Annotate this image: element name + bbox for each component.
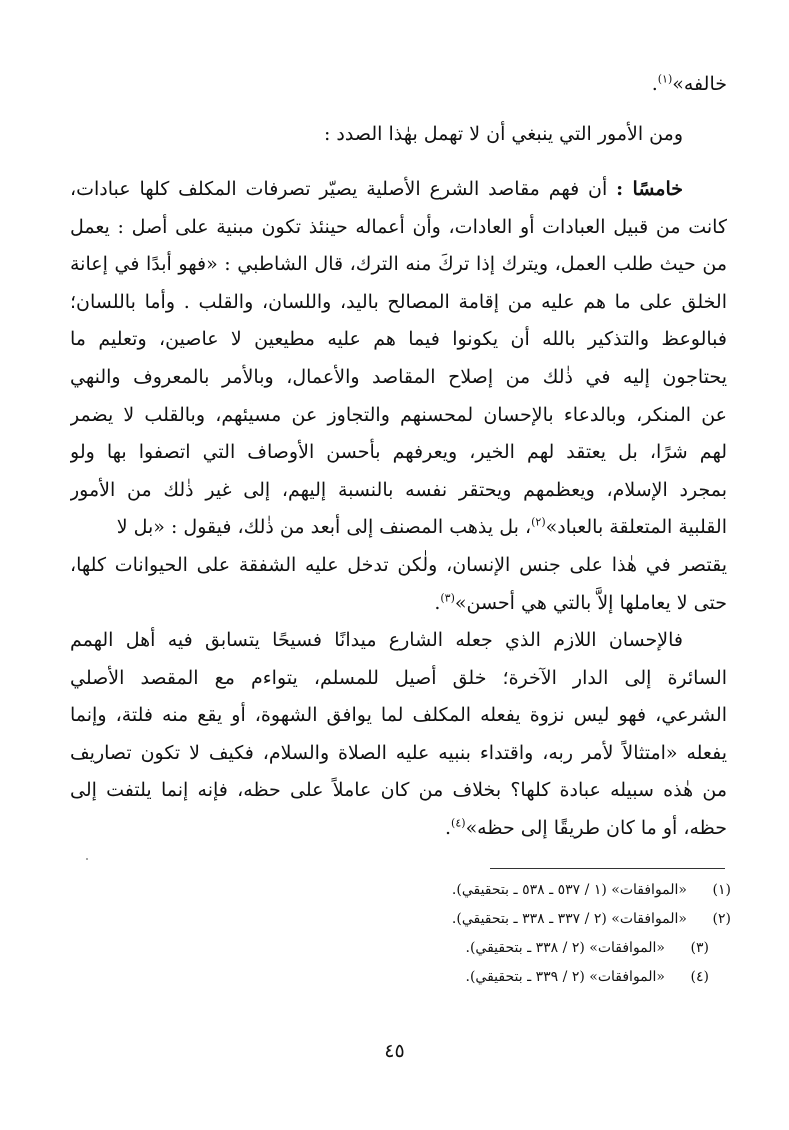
paragraph-1-line-8: لهم شرًا، بل يعتقد لهم الخير، ويعرفهم بأحسن الأوصاف التي اتصفوا بها ولو [70, 441, 727, 464]
footnote-ref-2: (٢) [531, 516, 546, 530]
footnote-2 [200, 905, 731, 934]
top-line-text: خالفه» [672, 73, 727, 95]
paragraph-1-line-12-b: . [434, 591, 441, 614]
footnote-divider [490, 868, 725, 869]
paragraph-1-line-9: بمجرد الإسلام، ويعظمهم ويحتقر نفسه بالنسبة إليهم، إلى غير ذٰلك من الأمور [70, 478, 727, 501]
footnote-1-text: «الموافقات» (١ / ٥٣٧ ـ ٥٣٨ ـ بتحقيقي). [451, 882, 687, 898]
paragraph-1-line-11: يقتصر في هٰذا على جنس الإنسان، ولٰكن تدخل عليه الشفقة على الحيوانات كلها، [70, 553, 727, 576]
paragraph-1-lead: خامسًا : [616, 178, 683, 200]
paragraph-2-line-3: الشرعي، فهو ليس نزوة يفعله المكلف لما يوافق الشهوة، أو يقع منه فلتة، وإنما [70, 704, 727, 727]
scan-speck [86, 858, 88, 860]
footnote-2-number: (٢) [712, 911, 731, 927]
footnote-4 [200, 963, 731, 992]
footnote-3-number: (٣) [690, 940, 709, 956]
paragraph-2-line-2: السائرة إلى الدار الآخرة؛ خلق أصيل للمسلم، يتواءم مع المقصد الأصلي [70, 666, 727, 689]
paragraph-2-line-4: يفعله «امتثالاً لأمر ربه، واقتداء بنبيه عليه الصلاة والسلام، فكيف لا تكون تصاريف [70, 741, 727, 764]
intro-block [70, 116, 727, 154]
paragraph-2-line-5: من هٰذه سبيله عبادة كلها؟ بخلاف من كان عاملاً على حظه، فإنه إنما يلتفت إلى [70, 779, 727, 802]
paragraph-2-line-6 [70, 810, 727, 848]
paragraph-1-line-7: عن المنكر، وبالدعاء بالإحسان لمحسنهم والتجاوز عن مسيئهم، وبالقلب لا يضمر [70, 403, 727, 426]
paragraph-1 [70, 171, 727, 622]
paragraph-1-line-1-text: أن فهم مقاصد الشرع الأصلية يصيّر تصرفات المكلف كلها عبادات، [70, 178, 608, 200]
top-line [70, 66, 727, 104]
paragraph-1-line-10 [70, 509, 727, 547]
footnote-4-text: «الموافقات» (٢ / ٣٣٩ ـ بتحقيقي). [465, 969, 665, 985]
paragraph-1-line-12-a: حتى لا يعاملها إلاَّ بالتي هي أحسن» [454, 591, 727, 614]
footnote-3 [200, 934, 731, 963]
footnote-1-number: (١) [712, 882, 731, 898]
paragraph-1-line-4: الخلق على ما هم عليه من إقامة المصالح باليد، واللسان، والقلب . وأما باللسان؛ [70, 290, 727, 313]
paragraph-2-last-a: حظه، أو ما كان طريقًا إلى حظه» [465, 816, 727, 839]
footnote-ref-4: (٤) [451, 816, 466, 830]
paragraph-1-line-1 [70, 171, 727, 209]
footnote-3-text: «الموافقات» (٢ / ٣٣٨ ـ بتحقيقي). [465, 940, 665, 956]
paragraph-1-line-12 [70, 585, 727, 623]
footnote-4-number: (٤) [690, 969, 709, 985]
footnote-1 [200, 876, 731, 905]
footnote-ref-3: (٣) [440, 591, 455, 605]
paragraph-2-last-b: . [445, 816, 452, 839]
footnotes [200, 876, 731, 992]
paragraph-1-line-10-a: القلبية المتعلقة بالعباد» [545, 516, 727, 539]
footnote-ref-1: (١) [657, 72, 673, 86]
footnote-2-text: «الموافقات» (٢ / ٣٣٧ ـ ٣٣٨ ـ بتحقيقي). [451, 911, 687, 927]
paragraph-2-line-1: فالإحسان اللازم الذي جعله الشارع ميدانًا فسيحًا يتسابق فيه أهل الهمم [70, 629, 683, 651]
paragraph-1-line-6: يحتاجون إليه في ذٰلك من إصلاح المقاصد والأعمال، وبالأمر بالمعروف والنهي [70, 365, 727, 388]
paragraph-1-line-2: كانت من قبيل العبادات أو العادات، وأن أعماله حينئذ تكون مبنية على أصل : يعمل [70, 215, 727, 238]
paragraph-2 [70, 622, 727, 848]
paragraph-1-line-5: فبالوعظ والتذكير بالله أن يكونوا فيما هم عليه مطيعين لا عاصين، وتعليم ما [70, 328, 727, 351]
top-line-tail: . [651, 73, 658, 95]
top-continuation [70, 66, 727, 104]
paragraph-1-line-10-b: ، بل يذهب المصنف إلى أبعد من ذٰلك، فيقول : «بل لا [116, 516, 532, 539]
intro-line: ومن الأمور التي ينبغي أن لا تهمل بهٰذا الصدد : [323, 123, 683, 145]
paragraph-1-line-3: من حيث طلب العمل، ويترك إذا تركَ منه الترك، قال الشاطبي : «فهو أبدًا في إعانة [70, 253, 727, 276]
page-number: ٤٥ [384, 1040, 405, 1062]
